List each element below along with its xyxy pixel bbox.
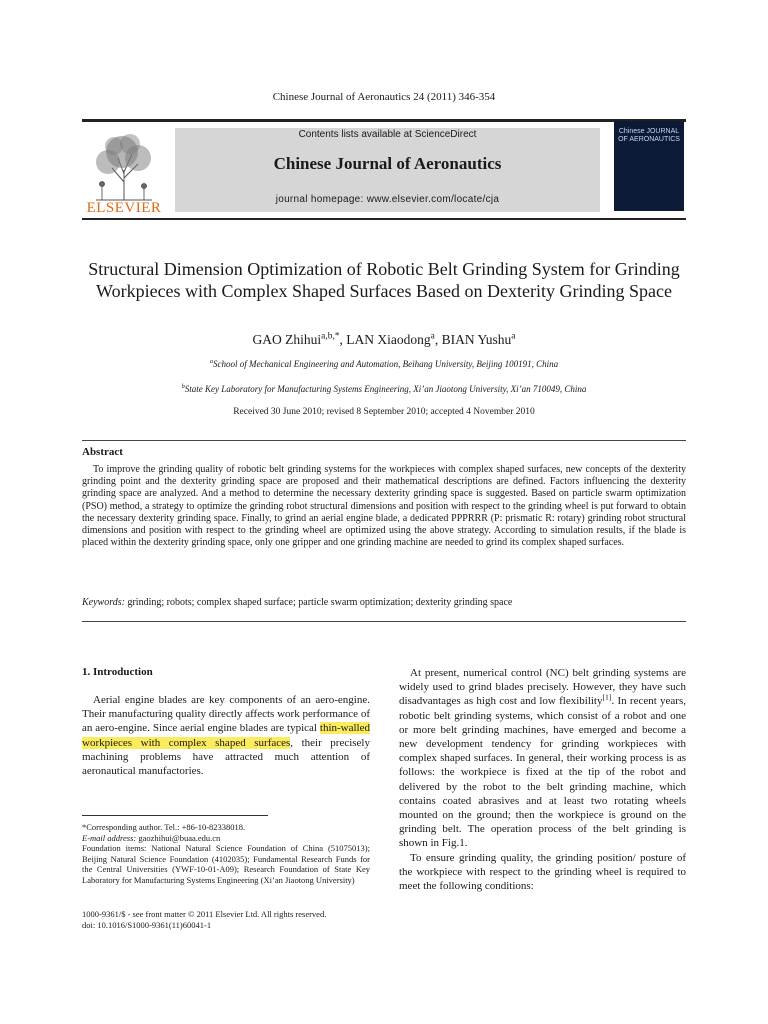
abstract-body: To improve the grinding quality of robotic belt grinding systems for the workpieces with complex shaped surfaces, new concepts of the dexterity grinding point and the dexterity grinding space are proposed and their mathematical descriptions are defined. Factors influencing the dexterity grinding space are analyzed. And a method to determine the necessary dexterity grinding space is suggested. Based on particle swarm optimization (PSO) method, a strategy to optimize the grinding robot structural dimensions and position with respect to the grinding wheel is put forward to obtain the necessary dexterity grinding space. Finally, to grind an aerial engine blade, a dedicated PPPRRR (P: prismatic R: rotary) grinding robot structural dimensions and position with respect to the grinding wheel are optimized using the above strategy. According to simulation results, if the blade is placed within the dexterity grinding space, only one gripper and one grinding machine are needed to grind its complex shaped surfaces.	[82, 464, 686, 549]
affiliation-a	[82, 359, 686, 369]
author-name[interactable]: BIAN Yushu	[441, 332, 512, 347]
author-name[interactable]: LAN Xiaodong	[346, 332, 431, 347]
abstract-heading: Abstract	[82, 446, 123, 458]
keywords-line	[82, 597, 686, 608]
intro-text: Aerial engine blades are key components of an aero-engine. Their manufacturing quality directly affects work performance of an aero-engine. Since aerial engine blades are typical	[82, 694, 370, 735]
header-rule	[82, 119, 686, 122]
article-title: Structural Dimension Optimization of Robotic Belt Grinding System for Grinding Workpieces with Complex Shaped Surfaces Based on Dexterity Grinding Space	[88, 259, 680, 301]
affiliation-mark: a	[209, 358, 214, 365]
affiliation-mark: b	[181, 383, 185, 390]
intro-paragraph: To ensure grinding quality, the grinding position/ posture of the workpiece with respect to the grinding wheel is required to meet the following conditions:	[399, 851, 686, 893]
author-mark: a	[430, 331, 435, 342]
elsevier-wordmark: ELSEVIER	[86, 200, 162, 216]
journal-name: Chinese Journal of Aeronautics	[273, 154, 502, 173]
intro-right-column	[399, 666, 686, 893]
cover-title: Chinese JOURNAL OF AERONAUTICS	[618, 128, 680, 143]
reference-link[interactable]: [1]	[602, 692, 612, 702]
intro-text: , their precisely machining problems have attracted much attention of aeronautical manufactories.	[82, 736, 370, 778]
affiliation-b	[82, 384, 686, 394]
doi-line[interactable]: doi: 10.1016/S1000-9361(11)60041-1	[82, 920, 212, 930]
intro-left-paragraph	[82, 693, 370, 778]
email-label: E-mail address:	[82, 832, 137, 843]
author-list: GAO Zhihui$^{a,b,*}$, LAN Xiaodong$^a$, BIAN Yushu$^a$	[252, 331, 516, 347]
footnotes	[82, 822, 370, 886]
banner-rule	[82, 218, 686, 220]
author-mark: a	[511, 331, 516, 342]
email-note	[82, 833, 370, 844]
intro-text: At present, numerical control (NC) belt grinding systems are widely used to grind blades precisely. However, they have such disadvantages as high cost and low flexibility	[399, 667, 686, 708]
funding-note: Foundation items: National Natural Science Foundation of China (51075013); Beijing Natural Science Foundation (4102035); Fundamental Research Funds for the Central Universities (YWF-10-01-A09); Research Foundation of State Key Laboratory for Manufacturing Systems Engineering (Xi’an Jiaotong University)	[82, 843, 370, 885]
affiliation-text: School of Mechanical Engineering and Automation, Beihang University, Beijing 100191, China	[213, 359, 559, 369]
keywords-label: Keywords:	[82, 597, 125, 608]
received-dates: Received 30 June 2010; revised 8 September 2010; accepted 4 November 2010	[233, 407, 535, 417]
journal-citation: Chinese Journal of Aeronautics 24 (2011) 346-354	[272, 91, 496, 103]
copyright-block	[82, 909, 370, 931]
affiliation-text: State Key Laboratory for Manufacturing Systems Engineering, Xi’an Jiaotong University, Xi’an 710049, China	[184, 384, 587, 394]
footnote-rule	[82, 815, 268, 816]
corresponding-author-note: *Corresponding author. Tel.: +86-10-82338018.	[82, 822, 246, 832]
journal-homepage-link[interactable]: journal homepage: www.elsevier.com/locate/cja	[275, 194, 500, 205]
section-heading: 1. Introduction	[82, 666, 153, 678]
abstract-bottom-rule	[82, 621, 686, 622]
email-address[interactable]: gaozhihui@buaa.edu.cn	[138, 832, 221, 843]
author-name[interactable]: GAO Zhihui	[252, 332, 322, 347]
keywords-list: grinding; robots; complex shaped surface; particle swarm optimization; dexterity grinding space	[127, 597, 513, 608]
issn-line: 1000-9361/$ - see front matter © 2011 Elsevier Ltd. All rights reserved.	[82, 909, 327, 919]
intro-paragraph	[399, 666, 686, 851]
author-mark: a,b,*	[321, 331, 340, 342]
intro-text: . In recent years, robotic belt grinding systems, which consist of a robot and one or more belt grinding machines, have emerged and become a new development tendency for grinding workpieces with complex shaped surfaces. In general, their working process is as follows: the workpiece is fixed at the tip of the robot and delivered by the robot to the belt grinding machine, which contains coated abrasives and at least two rotating wheels mounted on the ground; then the workpiece is ground on the grinding belt. The operation process of the belt grinding is shown in Fig.1.	[399, 695, 686, 850]
abstract-top-rule	[82, 440, 686, 441]
highlighted-text[interactable]: thin-walled workpieces with complex shaped surfaces	[82, 722, 370, 749]
contents-line[interactable]: Contents lists available at ScienceDirect	[298, 129, 477, 140]
